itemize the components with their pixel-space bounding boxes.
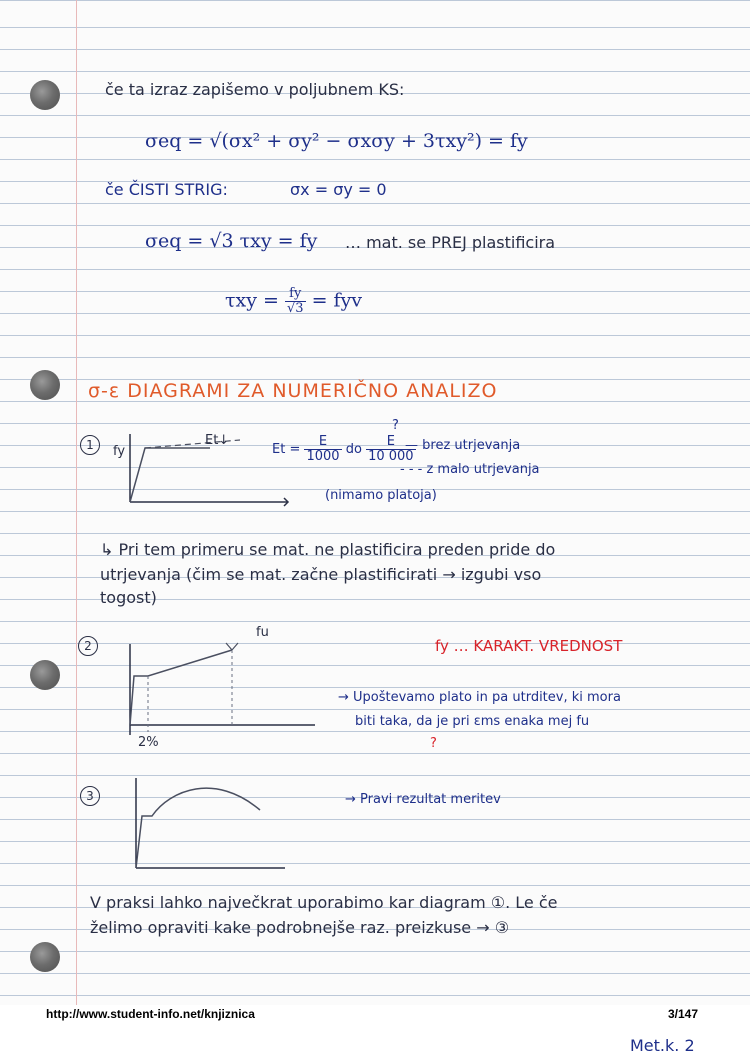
formula-shear-denominator: √3 (286, 301, 304, 316)
diagram-2-fu-marker (226, 643, 238, 650)
diagram-1-number: 1 (80, 435, 100, 455)
section-title: σ-ε DIAGRAMI ZA NUMERIČNO ANALIZO (88, 380, 498, 402)
closing-line-2: želimo opraviti kake podrobnejše raz. preizkuse → ③ (90, 918, 510, 937)
diagram-1-num-1: E (304, 435, 341, 450)
diagram-1-legend-dashed: - - - z malo utrjevanja (400, 462, 540, 477)
diagram-2-number: 2 (78, 636, 98, 656)
diagram-1-note: (nimamo platoja) (325, 488, 437, 503)
arrow-note-line-1: ↳ Pri tem primeru se mat. ne plastificira preden pride do (100, 540, 556, 559)
diagram-1-et-formula (272, 435, 416, 464)
header-line: če ta izraz zapišemo v poljubnem KS: (105, 80, 405, 99)
footer-page-number: 3/147 (668, 1007, 699, 1021)
handwritten-page-mark: Met.k. 2 (630, 1036, 695, 1055)
margin-line (76, 0, 77, 1005)
diagram-1-den-1: 1000 (306, 449, 340, 464)
diagram-1-num-2: E (366, 435, 416, 450)
diagram-2-fy-note: fy … KARAKT. VREDNOST (435, 637, 623, 655)
formula-pure-shear: σeq = √3 τxy = fy (145, 230, 318, 252)
diagram-1-et-left: Et = (272, 442, 301, 457)
formula-shear-right: = fyv (311, 289, 363, 312)
diagram-3-number: 3 (80, 786, 100, 806)
diagram-1-fy-label: fy (113, 444, 126, 459)
diagram-2-plot (120, 640, 320, 740)
punch-hole-upper (30, 370, 60, 400)
diagram-3-curve (136, 788, 260, 868)
diagram-2-curve (130, 650, 232, 725)
diagram-1-den-2: 10 000 (368, 449, 414, 464)
diagram-1-fraction-1 (304, 435, 341, 464)
diagram-2-fu-label: fu (256, 625, 269, 640)
diagram-3-plot (120, 770, 290, 870)
footer-url: http://www.student-info.net/knjiznica (46, 1007, 255, 1021)
shear-condition: σx = σy = 0 (290, 180, 387, 199)
formula-pure-shear-note: … mat. se PREJ plastificira (345, 233, 556, 252)
formula-shear-fraction (285, 287, 306, 316)
diagram-2-question-mark: ? (430, 736, 437, 751)
punch-hole-bottom (30, 942, 60, 972)
diagram-1-do: do (345, 442, 362, 457)
shear-label: če ČISTI STRIG: (105, 180, 228, 199)
diagram-2-percent-label: 2% (138, 735, 159, 750)
arrow-note-line-3: togost) (100, 588, 157, 607)
formula-shear-numerator: fy (285, 287, 306, 302)
diagram-3-desc: → Pravi rezultat meritev (345, 792, 501, 807)
punch-hole-lower (30, 660, 60, 690)
diagram-1-curve-solid (130, 448, 210, 502)
diagram-1-et-label: Et↓ (205, 433, 230, 448)
diagram-2-desc-line-2: biti taka, da je pri εms enaka mej fu (355, 714, 590, 729)
formula-shear-strength (225, 287, 362, 316)
diagram-2-desc-line-1: → Upoštevamo plato in pa utrditev, ki mora (338, 690, 621, 705)
diagram-1-question-mark: ? (392, 418, 399, 433)
formula-shear-left: τxy = (225, 289, 279, 312)
diagram-1-legend-solid: — brez utrjevanja (405, 438, 521, 453)
punch-hole-top (30, 80, 60, 110)
formula-von-mises: σeq = √(σx² + σy² − σxσy + 3τxy²) = fy (145, 130, 528, 152)
closing-line-1: V praksi lahko največkrat uporabimo kar diagram ①. Le če (90, 893, 558, 912)
arrow-note-line-2: utrjevanja (čim se mat. začne plastificirati → izgubi vso (100, 565, 542, 584)
